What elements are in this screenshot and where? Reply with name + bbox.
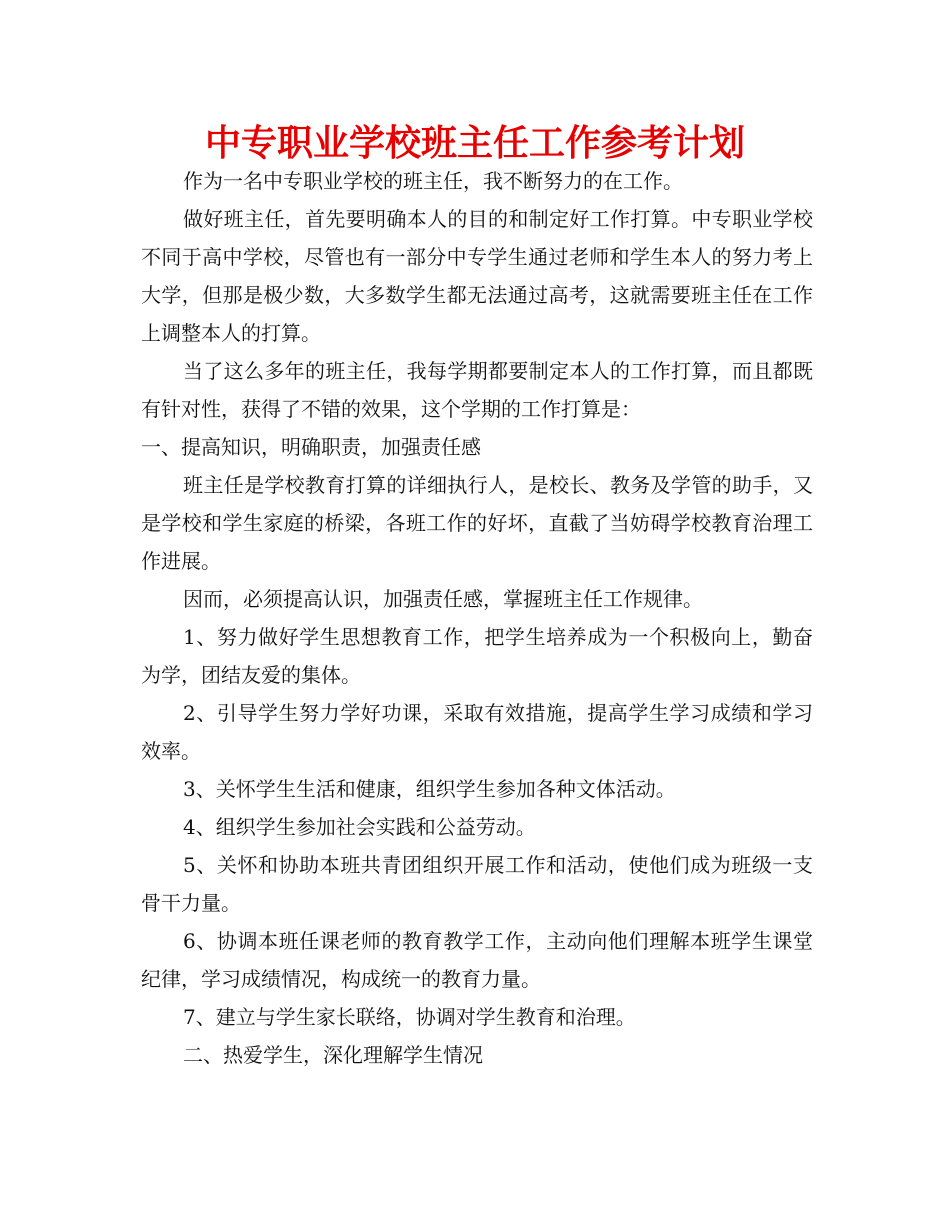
list-item-2: 2、引导学生努力学好功课，采取有效措施，提高学生学习成绩和学习效率。 xyxy=(141,701,813,763)
paragraph-goals: 做好班主任，首先要明确本人的目的和制定好工作打算。中专职业学校不同于高中学校，尽管也有一部分中专学生通过老师和学生本人的努力考上大学，但那是极少数，大多数学生都无法通过高考，这就需要班主任在工作上调整本人的打算。 xyxy=(141,207,813,345)
paragraph-therefore: 因而，必须提高认识，加强责任感，掌握班主任工作规律。 xyxy=(183,587,703,611)
list-item-3: 3、关怀学生生活和健康，组织学生参加各种文体活动。 xyxy=(183,777,676,801)
section-heading-2: 二、热爱学生，深化理解学生情况 xyxy=(183,1043,483,1067)
paragraph-intro: 作为一名中专职业学校的班主任，我不断努力的在工作。 xyxy=(183,169,683,193)
document-title: 中专职业学校班主任工作参考计划 xyxy=(204,123,745,164)
list-item-7: 7、建立与学生家长联络，协调对学生教育和治理。 xyxy=(183,1005,636,1029)
document-body xyxy=(141,162,813,1074)
list-item-5: 5、关怀和协助本班共青团组织开展工作和活动，使他们成为班级一支骨干力量。 xyxy=(141,853,813,915)
list-item-1: 1、努力做好学生思想教育工作，把学生培养成为一个积极向上，勤奋为学，团结友爱的集体。 xyxy=(141,625,813,687)
paragraph-role: 班主任是学校教育打算的详细执行人，是校长、教务及学管的助手，又是学校和学生家庭的桥梁，各班工作的好坏，直截了当妨碍学校教育治理工作进展。 xyxy=(141,473,813,573)
list-item-6: 6、协调本班任课老师的教育教学工作，主动向他们理解本班学生课堂纪律，学习成绩情况，构成统一的教育力量。 xyxy=(141,929,813,991)
list-item-4: 4、组织学生参加社会实践和公益劳动。 xyxy=(183,815,536,839)
paragraph-experience: 当了这么多年的班主任，我每学期都要制定本人的工作打算，而且都既有针对性，获得了不错的效果，这个学期的工作打算是： xyxy=(141,359,813,421)
section-heading-1: 一、提高知识，明确职责，加强责任感 xyxy=(141,435,481,459)
